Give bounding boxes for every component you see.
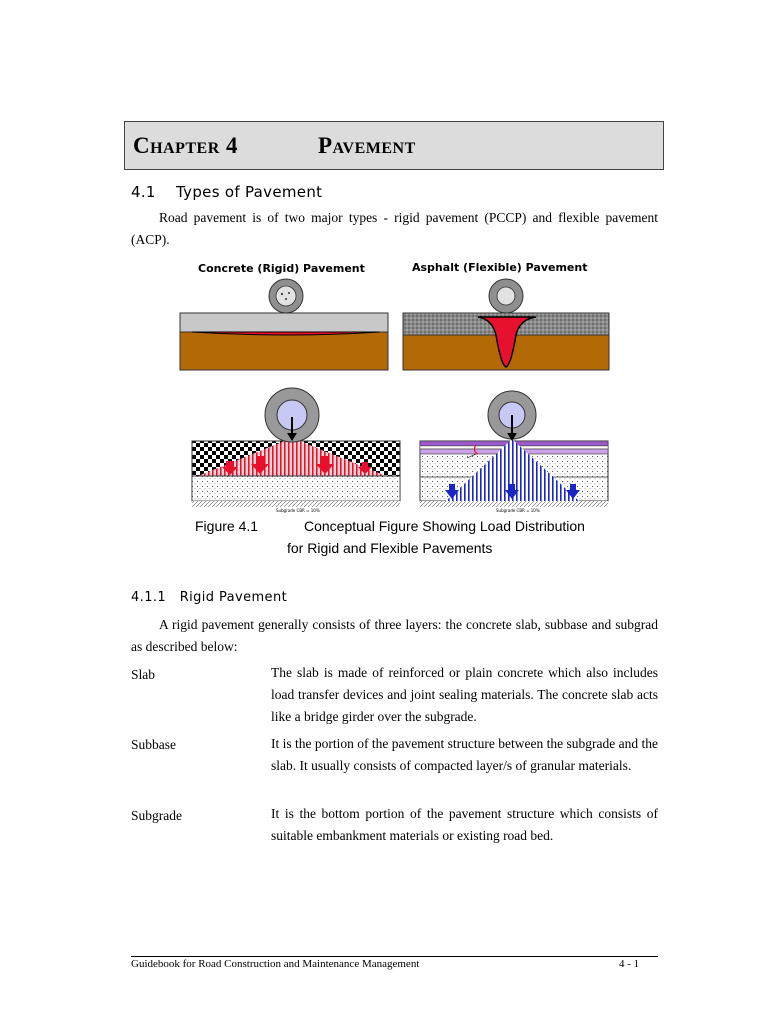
definition-term-subbase: Subbase xyxy=(131,737,176,752)
rigid-subgrade-note: Subgrade CBR = 10% xyxy=(276,508,320,513)
rigid-pavement-top-panel xyxy=(180,279,388,370)
definition-text-slab: The slab is made of reinforced or plain concrete which also includes load transfer devices and joint sealing materials. The concrete slab acts like a bridge girder over the subgrade. xyxy=(271,665,658,724)
definition-text-subgrade: It is the bottom portion of the pavement structure which consists of suitable embankment materials or existing road bed. xyxy=(271,806,658,843)
flexible-pavement-top-panel xyxy=(403,279,609,370)
definition-term-slab: Slab xyxy=(131,667,156,682)
subsection-number: 4.1.1 xyxy=(131,590,167,605)
flexible-subgrade-note: Subgrade CBR = 10% xyxy=(496,508,540,513)
section-title: Types of Pavement xyxy=(176,183,323,201)
definition-term-subgrade: Subgrade xyxy=(131,808,182,823)
section-number: 4.1 xyxy=(131,183,156,201)
footer-page-number: 4 - 1 xyxy=(619,958,640,970)
subsection-title: Rigid Pavement xyxy=(179,590,288,605)
chapter-title: Pavement xyxy=(318,133,416,158)
footer-book-title: Guidebook for Road Construction and Maintenance Management xyxy=(131,958,420,970)
section-heading xyxy=(131,183,322,201)
chapter-number: Chapter 4 xyxy=(133,133,239,158)
footer-divider xyxy=(131,956,658,957)
subsection-intro-paragraph: A rigid pavement generally consists of three layers: the concrete slab, subbase and subgrad as described below: xyxy=(131,617,658,654)
flexible-pavement-label: Asphalt (Flexible) Pavement xyxy=(412,261,588,274)
rigid-pavement-label: Concrete (Rigid) Pavement xyxy=(198,262,365,275)
figure-caption-line1: Conceptual Figure Showing Load Distribution xyxy=(304,518,585,534)
figure-caption-number: Figure 4.1 xyxy=(195,518,259,534)
section-intro-paragraph: Road pavement is of two major types - rigid pavement (PCCP) and flexible pavement (ACP). xyxy=(131,210,658,247)
flexible-load-distribution-panel xyxy=(420,391,608,513)
rigid-load-distribution-panel xyxy=(192,388,400,513)
pavement-load-figure xyxy=(176,255,612,517)
figure-caption-line2: for Rigid and Flexible Pavements xyxy=(287,540,493,556)
chapter-heading xyxy=(124,121,664,170)
subsection-heading xyxy=(131,590,287,605)
definition-text-subbase: It is the portion of the pavement structure between the subgrade and the slab. It usually consists of compacted layer/s of granular materials. xyxy=(271,736,658,773)
